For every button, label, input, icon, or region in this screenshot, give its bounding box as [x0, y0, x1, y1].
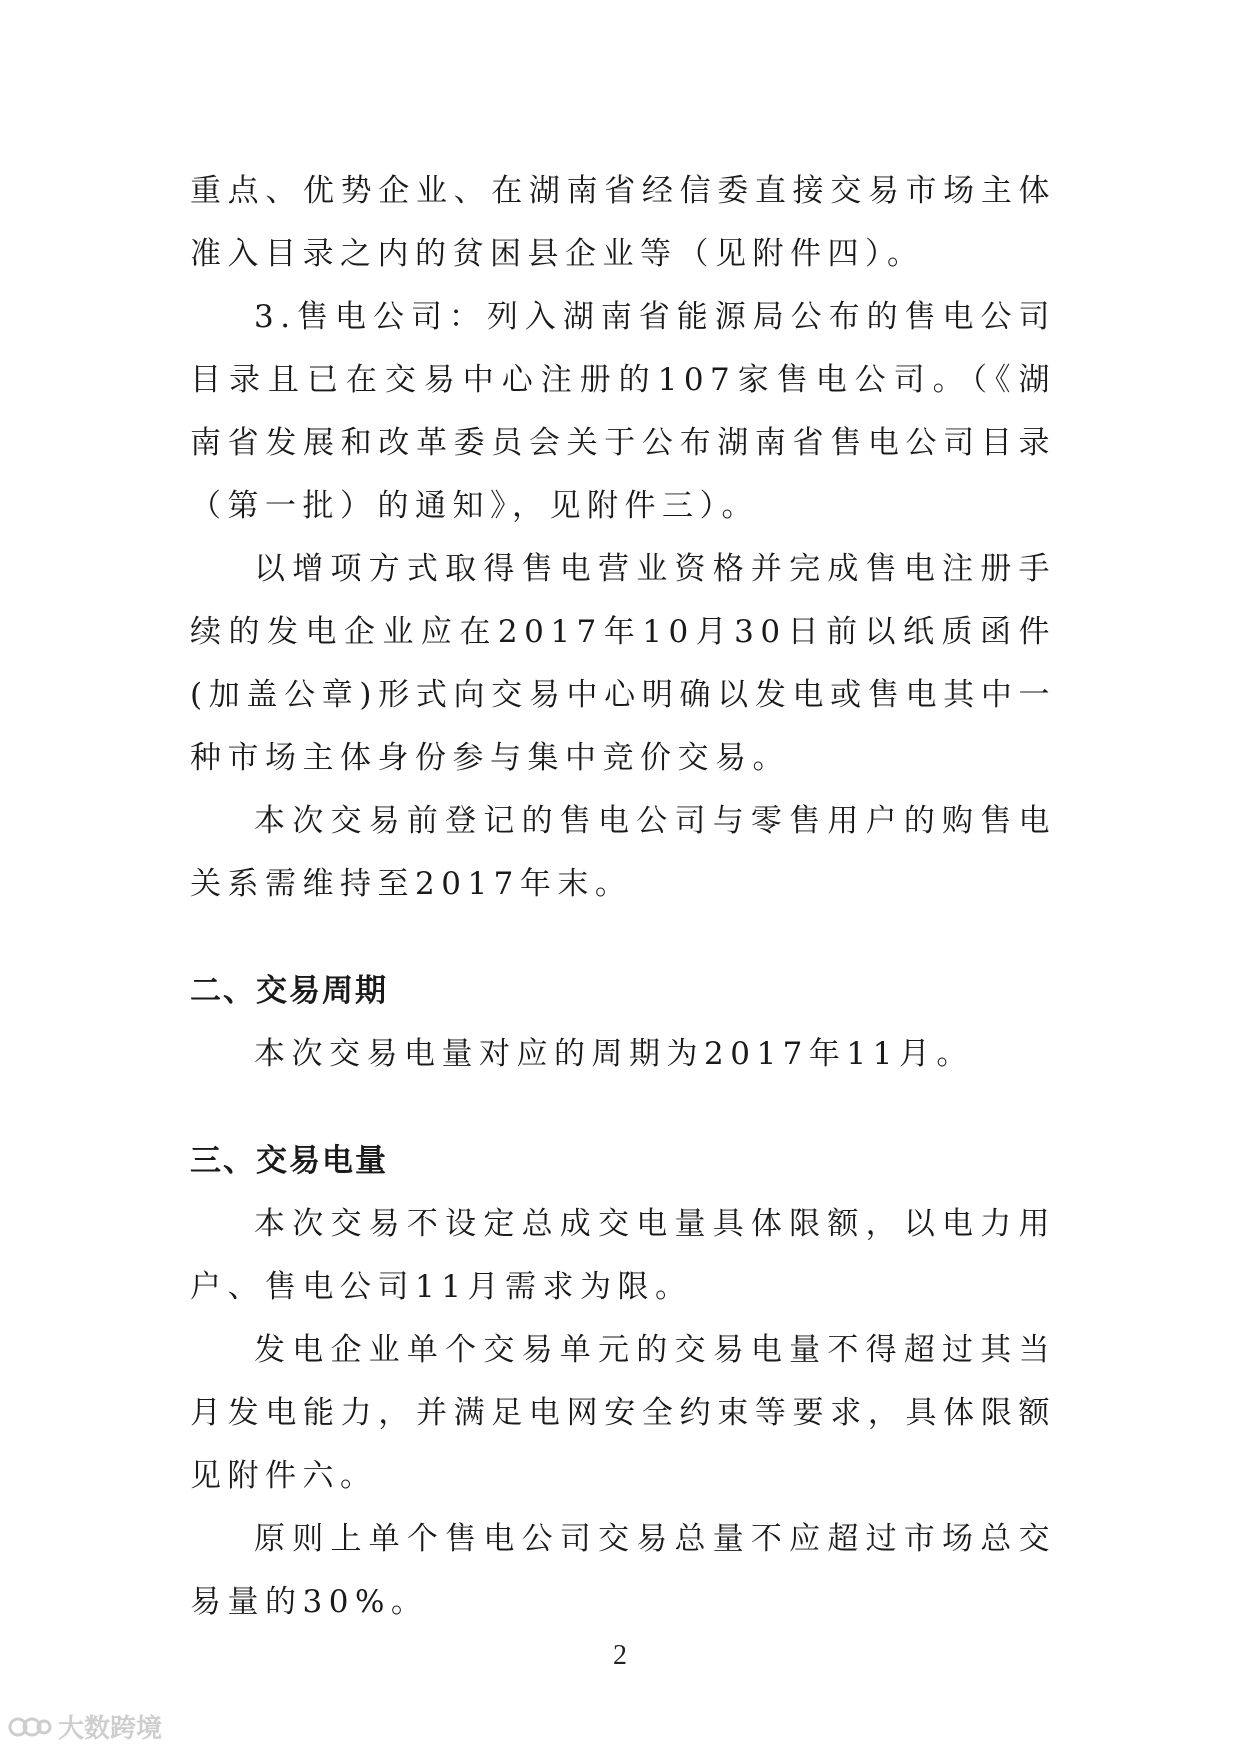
section-gap: [190, 916, 1056, 960]
document-body: [190, 160, 1056, 1634]
section-heading-volume: 三、交易电量: [190, 1143, 388, 1179]
paragraph: 原则上单个售电公司交易总量不应超过市场总交易量的30%。: [190, 1521, 1056, 1620]
page-number: 2: [613, 1640, 627, 1671]
watermark-text: 大数跨境: [58, 1714, 163, 1744]
paragraph: 以增项方式取得售电营业资格并完成售电注册手续的发电企业应在2017年10月30日前以纸质函件(加盖公章)形式向交易中心明确以发电或售电其中一种市场主体身份参与集中竞价交易。: [190, 551, 1056, 776]
section-heading-period: 二、交易周期: [190, 973, 388, 1009]
paragraph: 本次交易不设定总成交电量具体限额，以电力用户、售电公司11月需求为限。: [190, 1206, 1056, 1305]
paragraph: 3.售电公司：列入湖南省能源局公布的售电公司目录且已在交易中心注册的107家售电公司。（《湖南省发展和改革委员会关于公布湖南省售电公司目录（第一批）的通知》，见附件三）。: [190, 299, 1056, 524]
logo-icon: [8, 1712, 52, 1742]
section-gap: [190, 1086, 1056, 1130]
paragraph: 发电企业单个交易单元的交易电量不得超过其当月发电能力，并满足电网安全约束等要求，具体限额见附件六。: [190, 1332, 1056, 1494]
paragraph: 本次交易前登记的售电公司与零售用户的购售电关系需维持至2017年末。: [190, 803, 1056, 902]
paragraph: 本次交易电量对应的周期为2017年11月。: [254, 1036, 974, 1072]
paragraph: 重点、优势企业、在湖南省经信委直接交易市场主体准入目录之内的贫困县企业等（见附件四）。: [190, 173, 1056, 272]
watermark: [8, 1708, 162, 1745]
